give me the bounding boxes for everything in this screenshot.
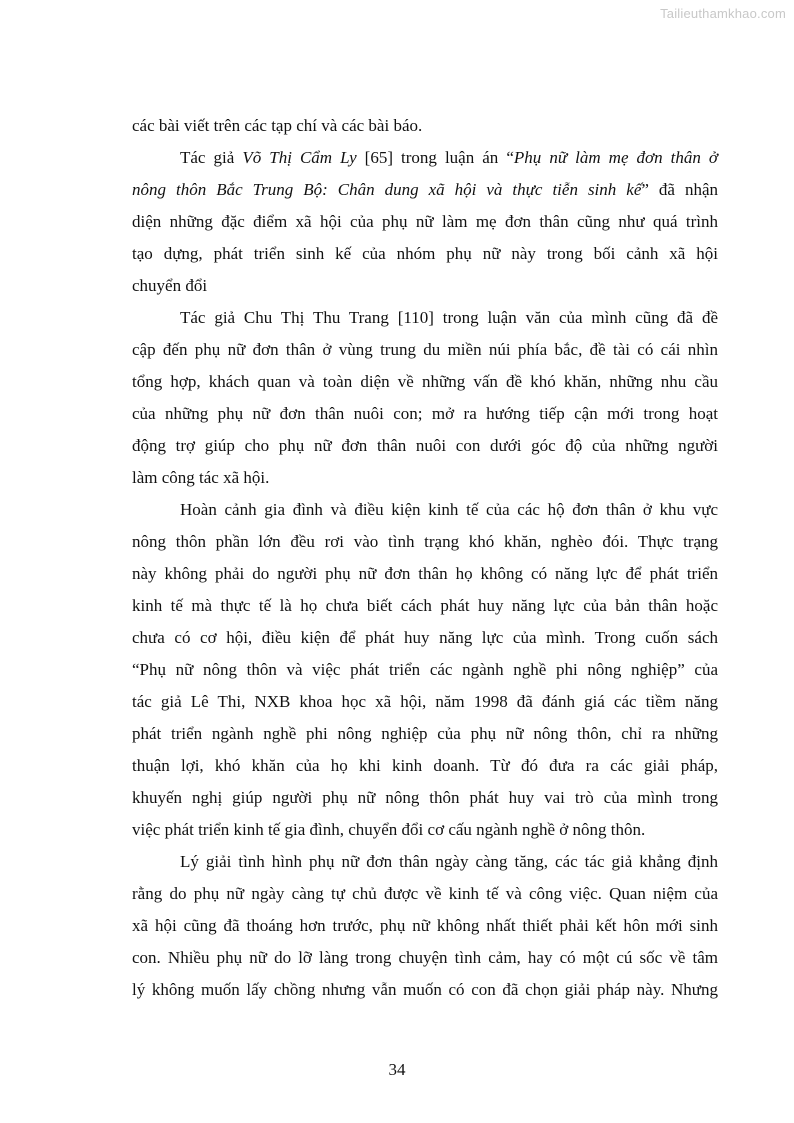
page-body (132, 110, 718, 1006)
text-line (132, 366, 718, 398)
text-line (132, 622, 718, 654)
text-run: Hoàn cảnh gia đình và điều kiện kinh tế của các hộ đơn thân ở khu vực (180, 500, 718, 519)
text-run: xã hội cũng đã thoáng hơn trước, phụ nữ không nhất thiết phải kết hôn mới sinh (132, 916, 718, 935)
text-line (132, 142, 718, 174)
text-run: làm công tác xã hội. (132, 468, 270, 487)
text-run: “Phụ nữ nông thôn và việc phát triển các ngành nghề phi nông nghiệp” của (132, 660, 718, 679)
text-run: con. Nhiều phụ nữ do lỡ làng trong chuyện tình cảm, hay có một cú sốc về tâm (132, 948, 718, 967)
text-run: phát triển ngành nghề phi nông nghiệp của phụ nữ nông thôn, chỉ ra những (132, 724, 718, 743)
text-run: động trợ giúp cho phụ nữ đơn thân nuôi con dưới góc độ của những người (132, 436, 718, 455)
text-line (132, 238, 718, 270)
thesis-title: Phụ nữ làm mẹ đơn thân ở (513, 148, 718, 167)
text-line (132, 430, 718, 462)
thesis-title: nông thôn Bắc Trung Bộ: Chân dung xã hội và thực tiễn sinh kế (132, 180, 642, 199)
text-run: việc phát triển kinh tế gia đình, chuyển đổi cơ cấu ngành nghề ở nông thôn. (132, 820, 646, 839)
text-line (132, 718, 718, 750)
text-line (132, 654, 718, 686)
text-line (132, 686, 718, 718)
text-run: [65] trong luận án “ (356, 148, 514, 167)
text-line (132, 270, 718, 302)
text-run: tác giả Lê Thi, NXB khoa học xã hội, năm 1998 đã đánh giá các tiềm năng (132, 692, 718, 711)
text-line (132, 974, 718, 1006)
text-line (132, 110, 718, 142)
text-run: ” đã nhận (641, 180, 718, 199)
text-line (132, 174, 718, 206)
paragraph (132, 142, 718, 302)
text-run: nông thôn phần lớn đều rơi vào tình trạng khó khăn, nghèo đói. Thực trạng (132, 532, 718, 551)
text-line (132, 942, 718, 974)
text-run: chưa có cơ hội, điều kiện để phát huy năng lực của mình. Trong cuốn sách (132, 628, 718, 647)
text-run: cập đến phụ nữ đơn thân ở vùng trung du miền núi phía bắc, đề tài có cái nhìn (132, 340, 718, 359)
text-run: rằng do phụ nữ ngày càng tự chủ được về kinh tế và công việc. Quan niệm của (132, 884, 718, 903)
text-line (132, 494, 718, 526)
paragraph (132, 494, 718, 846)
text-line (132, 462, 718, 494)
text-run: diện những đặc điểm xã hội của phụ nữ làm mẹ đơn thân cũng như quá trình (132, 212, 718, 231)
text-line (132, 398, 718, 430)
paragraph (132, 110, 718, 142)
text-run: Tác giả Chu Thị Thu Trang [110] trong luận văn của mình cũng đã đề (180, 308, 718, 327)
text-run: khuyến nghị giúp người phụ nữ nông thôn phát huy vai trò của mình trong (132, 788, 718, 807)
text-line (132, 750, 718, 782)
text-line (132, 334, 718, 366)
text-line (132, 782, 718, 814)
paragraph (132, 302, 718, 494)
text-line (132, 206, 718, 238)
watermark: Tailieuthamkhao.com (660, 6, 786, 21)
text-line (132, 878, 718, 910)
text-run: kinh tế mà thực tế là họ chưa biết cách phát huy năng lực của bản thân hoặc (132, 596, 718, 615)
text-run: Lý giải tình hình phụ nữ đơn thân ngày càng tăng, các tác giả khẳng định (180, 852, 718, 871)
text-run: tạo dựng, phát triển sinh kế của nhóm phụ nữ này trong bối cảnh xã hội (132, 244, 718, 263)
text-line (132, 814, 718, 846)
text-line (132, 526, 718, 558)
text-run: này không phải do người phụ nữ đơn thân họ không có năng lực để phát triển (132, 564, 718, 583)
text-run: thuận lợi, khó khăn của họ khi kinh doanh. Từ đó đưa ra các giải pháp, (132, 756, 718, 775)
text-run: chuyển đổi (132, 276, 208, 295)
text-line (132, 846, 718, 878)
text-line (132, 590, 718, 622)
text-run: các bài viết trên các tạp chí và các bài báo. (132, 116, 423, 135)
text-run: của những phụ nữ đơn thân nuôi con; mở ra hướng tiếp cận mới trong hoạt (132, 404, 718, 423)
page-number: 34 (388, 1060, 406, 1079)
text-line (132, 302, 718, 334)
text-line (132, 558, 718, 590)
text-line (132, 910, 718, 942)
text-run: tổng hợp, khách quan và toàn diện về những vấn đề khó khăn, những nhu cầu (132, 372, 718, 391)
author-name: Võ Thị Cẩm Ly (242, 148, 357, 167)
text-run: Tác giả (180, 148, 243, 167)
text-run: lý không muốn lấy chồng nhưng vẫn muốn có con đã chọn giải pháp này. Nhưng (132, 980, 718, 999)
paragraph (132, 846, 718, 1006)
